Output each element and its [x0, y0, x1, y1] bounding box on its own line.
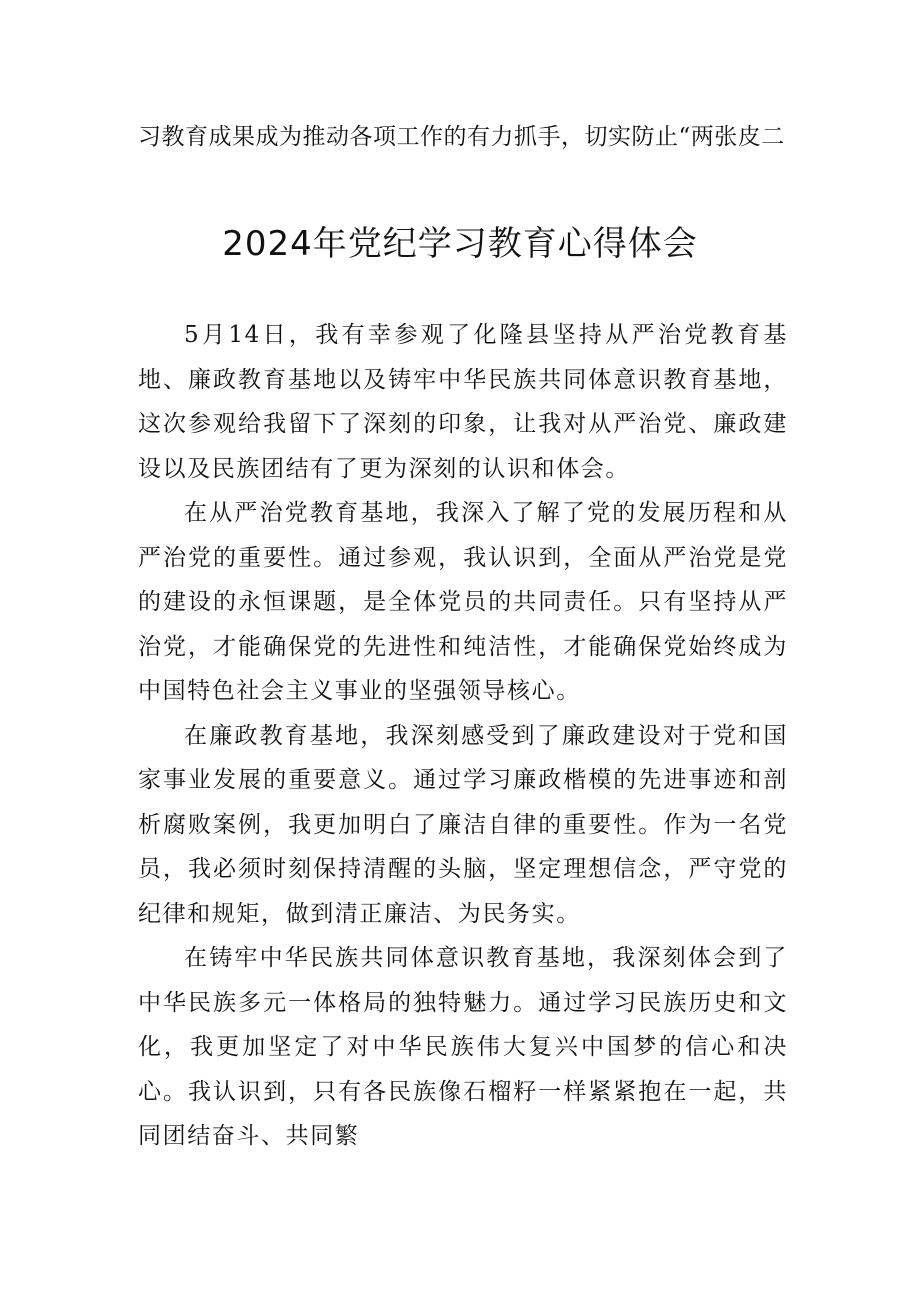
paragraph-4: 在铸牢中华民族共同体意识教育基地，我深刻体会到了中华民族多元一体格局的独特魅力。通过学习民族历史和文化，我更加坚定了对中华民族伟大复兴中国梦的信心和决心。我认识到，只有各民族像石榴籽一样紧紧抱在一起，共同团结奋斗、共同繁: [138, 945, 788, 1149]
document-title: 2024年党纪学习教育心得体会: [222, 224, 698, 264]
previous-page-fragment: 习教育成果成为推动各项工作的有力抓手，切实防止“两张皮二: [138, 124, 785, 150]
paragraph-3: 在廉政教育基地，我深刻感受到了廉政建设对于党和国家事业发展的重要意义。通过学习廉政楷模的先进事迹和剖析腐败案例，我更加明白了廉洁自律的重要性。作为一名党员，我必须时刻保持清醒的头脑，坚定理想信念，严守党的纪律和规矩，做到清正廉洁、为民务实。: [138, 722, 788, 927]
document-body: [138, 313, 788, 1159]
paragraph-1: 5月14日，我有幸参观了化隆县坚持从严治党教育基地、廉政教育基地以及铸牢中华民族共同体意识教育基地，这次参观给我留下了深刻的印象，让我对从严治党、廉政建设以及民族团结有了更为深刻的认识和体会。: [138, 322, 788, 482]
paragraph-2: 在从严治党教育基地，我深入了解了党的发展历程和从严治党的重要性。通过参观，我认识到，全面从严治党是党的建设的永恒课题，是全体党员的共同责任。只有坚持从严治党，才能确保党的先进性和纯洁性，才能确保党始终成为中国特色社会主义事业的坚强领导核心。: [138, 500, 788, 704]
